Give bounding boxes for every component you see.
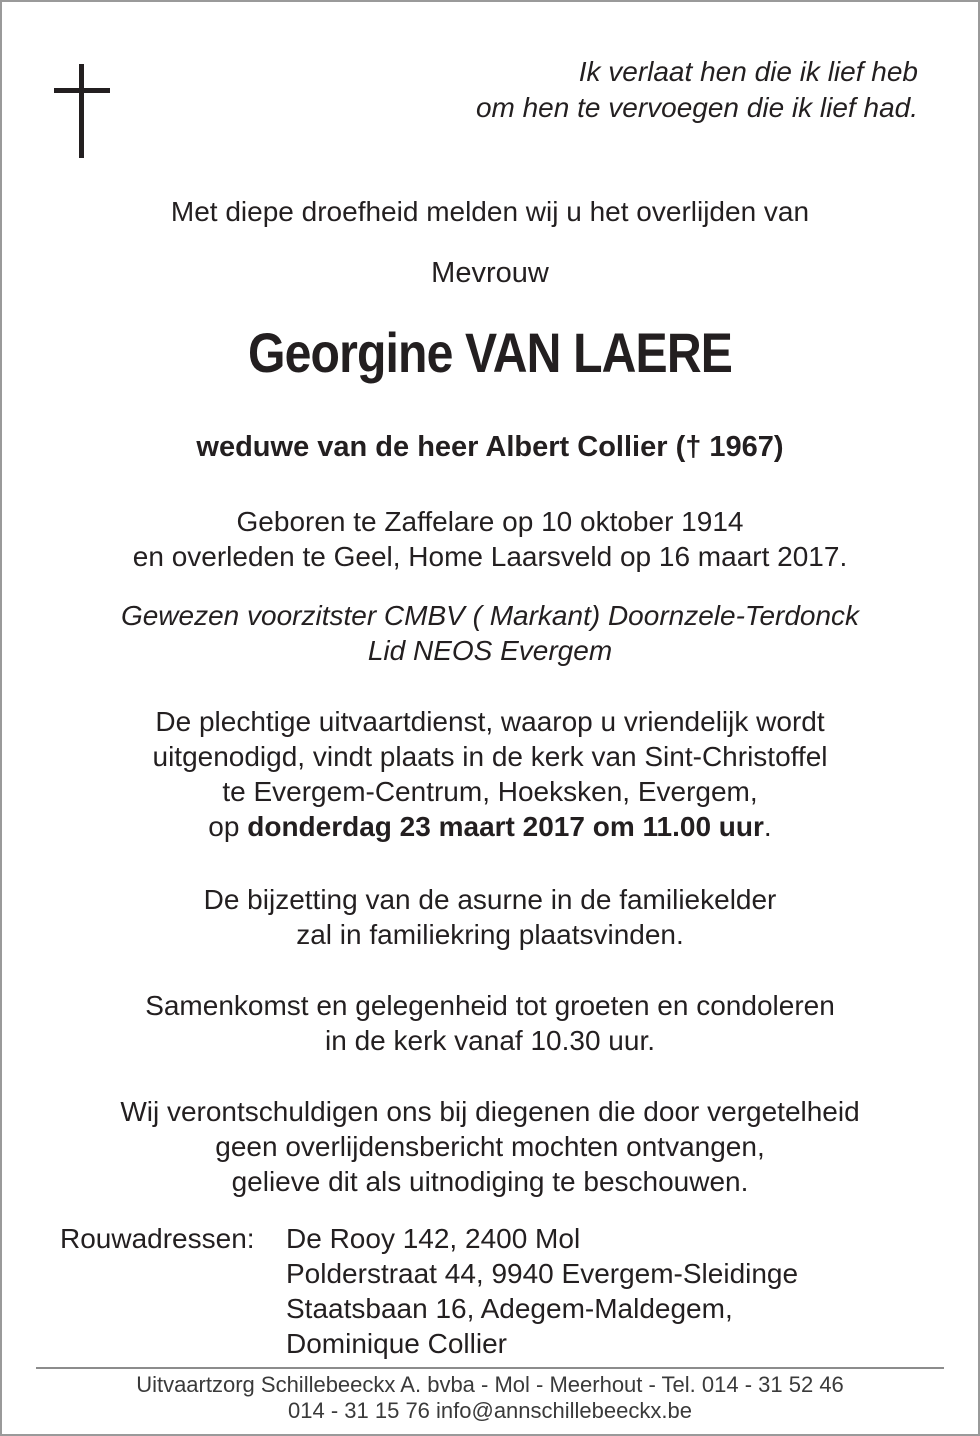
apology-line: Wij verontschuldigen ons bij diegenen die door vergetelheid — [120, 1096, 860, 1127]
address-line: Polderstraat 44, 9940 Evergem-Sleidinge — [286, 1258, 799, 1289]
service-date-line — [0, 809, 980, 844]
funeral-home-footer — [0, 1372, 980, 1424]
deceased-name: Georgine VAN LAERE — [247, 321, 733, 384]
service-date: donderdag 23 maart 2017 om 11.00 uur — [247, 811, 764, 842]
service-date-prefix: op — [208, 811, 248, 842]
apology-line: gelieve dit als uitnodiging te beschouwen. — [231, 1166, 749, 1197]
widow-line: weduwe van de heer Albert Collier († 1967) — [196, 431, 784, 463]
footer-divider — [36, 1367, 944, 1369]
birth-death-info — [0, 504, 980, 574]
address-list — [286, 1221, 798, 1361]
service-line: te Evergem-Centrum, Hoeksken, Evergem, — [222, 776, 758, 807]
gathering-info — [0, 988, 980, 1058]
footer-line: Uitvaartzorg Schillebeeckx A. bvba - Mol - Meerhout - Tel. 014 - 31 52 46 — [136, 1372, 844, 1397]
gathering-line: Samenkomst en gelegenheid tot groeten en condoleren — [145, 990, 835, 1021]
apology-line: geen overlijdensbericht mochten ontvangen, — [215, 1131, 765, 1162]
apology-info — [0, 1094, 980, 1199]
gathering-line: in de kerk vanaf 10.30 uur. — [325, 1025, 655, 1056]
footer-line: 014 - 31 15 76 info@annschillebeeckx.be — [288, 1398, 692, 1423]
function-line: Gewezen voorzitster CMBV ( Markant) Doornzele-Terdonck — [120, 600, 860, 631]
function-line: Lid NEOS Evergem — [367, 635, 613, 666]
honorific: Mevrouw — [431, 257, 549, 289]
burial-line: De bijzetting van de asurne in de familiekelder — [203, 884, 777, 915]
service-info — [0, 704, 980, 844]
service-line: uitgenodigd, vindt plaats in de kerk van Sint-Christoffel — [152, 741, 828, 772]
address-line: Staatsbaan 16, Adegem-Maldegem, — [286, 1293, 733, 1324]
intro-text: Met diepe droefheid melden wij u het overlijden van — [170, 196, 810, 227]
died-line: en overleden te Geel, Home Laarsveld op 16 maart 2017. — [132, 541, 848, 572]
born-line: Geboren te Zaffelare op 10 oktober 1914 — [236, 506, 744, 537]
functions-info — [0, 598, 980, 668]
burial-info — [0, 882, 980, 952]
addresses-label: Rouwadressen: — [60, 1223, 255, 1254]
quote-line: Ik verlaat hen die ik lief heb — [578, 56, 918, 87]
quote-line: om hen te vervoegen die ik lief had. — [475, 92, 918, 123]
address-line: Dominique Collier — [286, 1328, 507, 1359]
memorial-quote — [476, 54, 918, 126]
cross-icon — [54, 64, 110, 158]
service-line: De plechtige uitvaartdienst, waarop u vriendelijk wordt — [155, 706, 825, 737]
service-date-suffix: . — [763, 811, 772, 842]
burial-line: zal in familiekring plaatsvinden. — [296, 919, 684, 950]
address-line: De Rooy 142, 2400 Mol — [286, 1223, 581, 1254]
